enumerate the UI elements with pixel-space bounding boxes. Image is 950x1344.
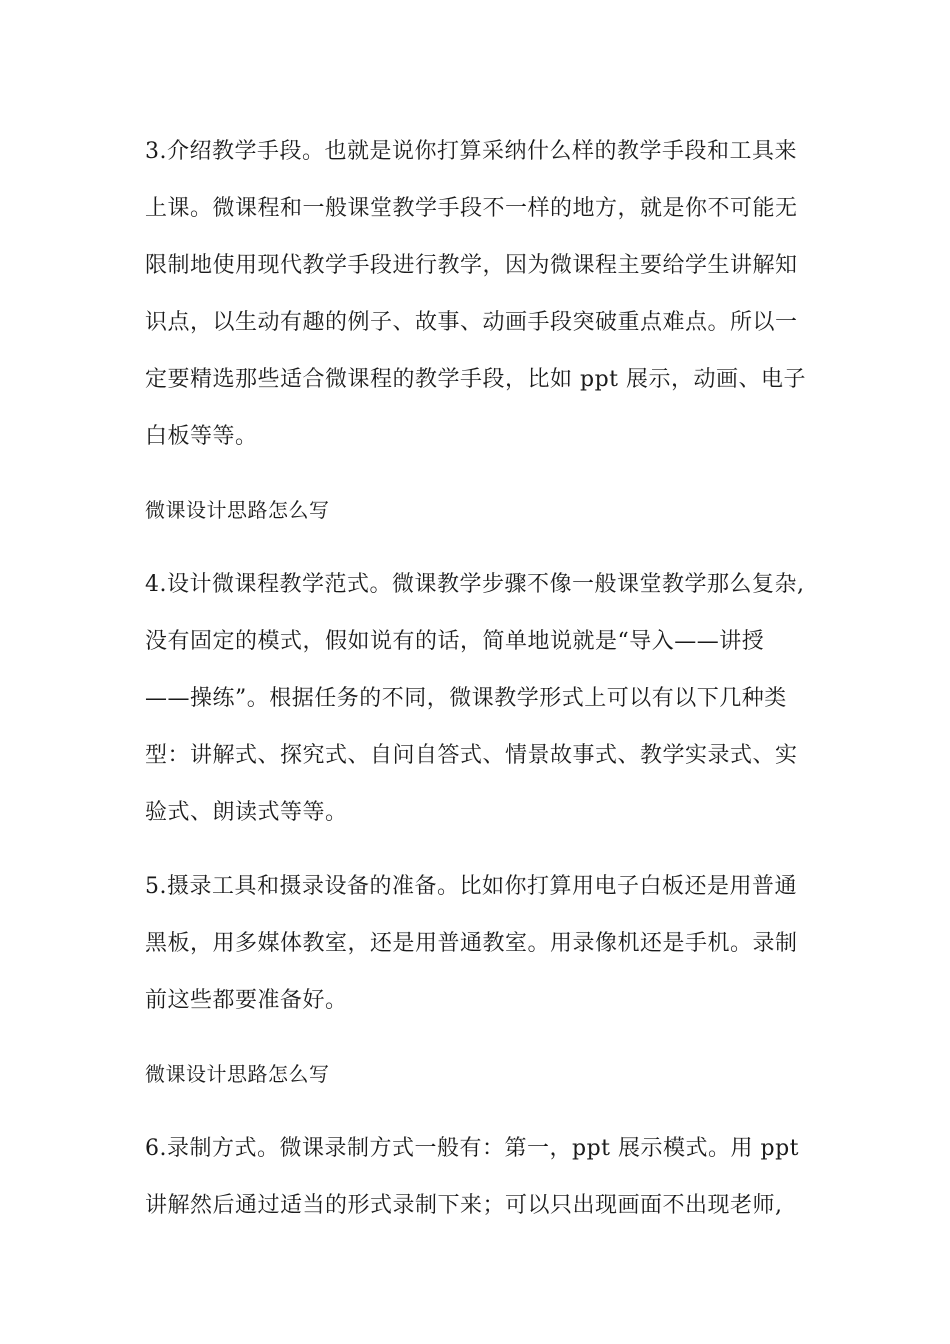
text-line: 白板等等。 (145, 424, 258, 449)
text-line: 识点，以生动有趣的例子、故事、动画手段突破重点难点。所以一 (145, 310, 798, 335)
text-line: 型：讲解式、探究式、自问自答式、情景故事式、教学实录式、实 (145, 743, 798, 768)
text-line: 限制地使用现代教学手段进行教学，因为微课程主要给学生讲解知 (145, 253, 798, 278)
document-body (145, 123, 805, 1234)
paragraph-3 (145, 123, 805, 465)
text-line: 没有固定的模式，假如说有的话，简单地说就是“导入——讲授 (145, 629, 765, 654)
text-line: 验式、朗读式等等。 (145, 800, 348, 825)
paragraph-5 (145, 858, 805, 1029)
paragraph-6 (145, 1120, 805, 1234)
text-line: 黑板，用多媒体教室，还是用普通教室。用录像机还是手机。录制 (145, 931, 798, 956)
paragraph-4 (145, 556, 805, 841)
text-line: 讲解然后通过适当的形式录制下来；可以只出现画面不出现老师, (145, 1193, 783, 1218)
text-line: 5.摄录工具和摄录设备的准备。比如你打算用电子白板还是用普通 (145, 874, 797, 899)
text-line: 前这些都要准备好。 (145, 988, 348, 1013)
section-heading: 微课设计思路怎么写 (145, 1062, 330, 1086)
text-line: 6.录制方式。微课录制方式一般有：第一，ppt 展示模式。用 ppt (145, 1136, 799, 1161)
text-line: 上课。微课程和一般课堂教学手段不一样的地方，就是你不可能无 (145, 196, 798, 221)
text-line: ——操练”。根据任务的不同，微课教学形式上可以有以下几种类 (145, 686, 787, 711)
text-line: 4.设计微课程教学范式。微课教学步骤不像一般课堂教学那么复杂, (145, 572, 805, 597)
section-heading: 微课设计思路怎么写 (145, 498, 330, 522)
text-line: 定要精选那些适合微课程的教学手段，比如 ppt 展示，动画、电子 (145, 367, 806, 392)
text-line: 3.介绍教学手段。也就是说你打算采纳什么样的教学手段和工具来 (145, 139, 797, 164)
